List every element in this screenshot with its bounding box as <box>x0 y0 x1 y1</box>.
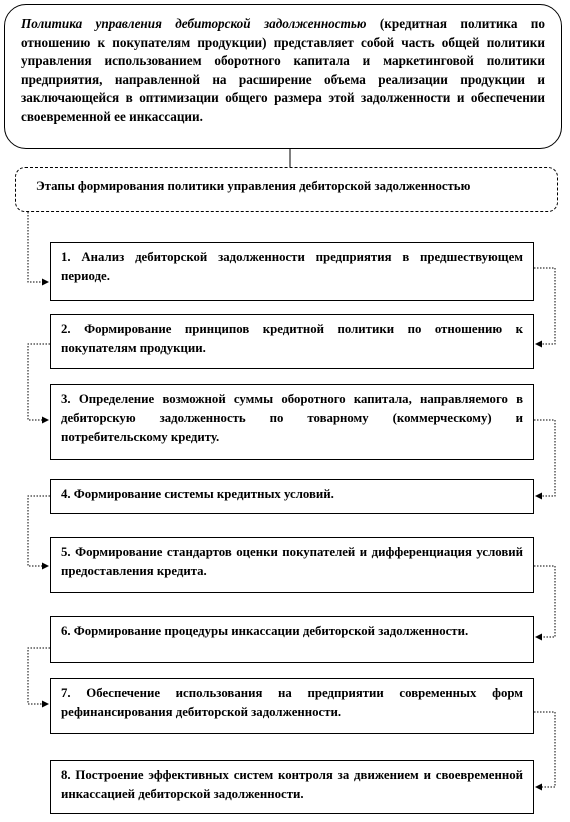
arrow-step-5-to-6 <box>534 566 555 637</box>
arrow-step-2-to-3 <box>28 344 50 420</box>
step-1-label: 1. Анализ дебиторской задолженности предприятия в предшествующем периоде. <box>61 250 523 283</box>
step-4-label: 4. Формирование системы кредитных условий. <box>61 487 334 501</box>
stages-title: Этапы формирования политики управления дебиторской задолженностью <box>36 179 471 193</box>
definition-body: (кредитная политика по отношению к покупателям продукции) представляет собой часть общей политики управления использованием оборотного капитала и маркетинговой политики предприятия, направленной на расширение объема реализации продукции и заключающейся в оптимизации общего размера этой задолженности и обеспечении своевременной ее инкассации. <box>21 16 545 124</box>
step-8-label: 8. Построение эффективных систем контроля за движением и своевременной инкассацией дебиторской задолженности. <box>61 768 523 801</box>
step-7-label: 7. Обеспечение использования на предприятии современных форм рефинансирования дебиторской задолженности. <box>61 686 523 719</box>
arrow-step-3-to-4 <box>534 420 555 496</box>
arrow-step-6-to-7 <box>28 648 50 704</box>
step-5-label: 5. Формирование стандартов оценки покупателей и дифференциация условий предоставления кредита. <box>61 545 523 578</box>
definition-lead: Политика управления дебиторской задолженностью <box>21 16 367 31</box>
step-2-label: 2. Формирование принципов кредитной политики по отношению к покупателям продукции. <box>61 322 523 355</box>
arrow-step-7-to-8 <box>534 712 555 787</box>
arrow-to-step-1 <box>28 212 48 282</box>
step-3-label: 3. Определение возможной суммы оборотного капитала, направляемого в дебиторскую задолженность по товарному (коммерческому) и потребительскому кредиту. <box>61 392 523 444</box>
step-6-label: 6. Формирование процедуры инкассации дебиторской задолженности. <box>61 624 469 638</box>
arrow-step-4-to-5 <box>28 496 50 566</box>
arrow-step-1-to-2 <box>534 268 555 344</box>
